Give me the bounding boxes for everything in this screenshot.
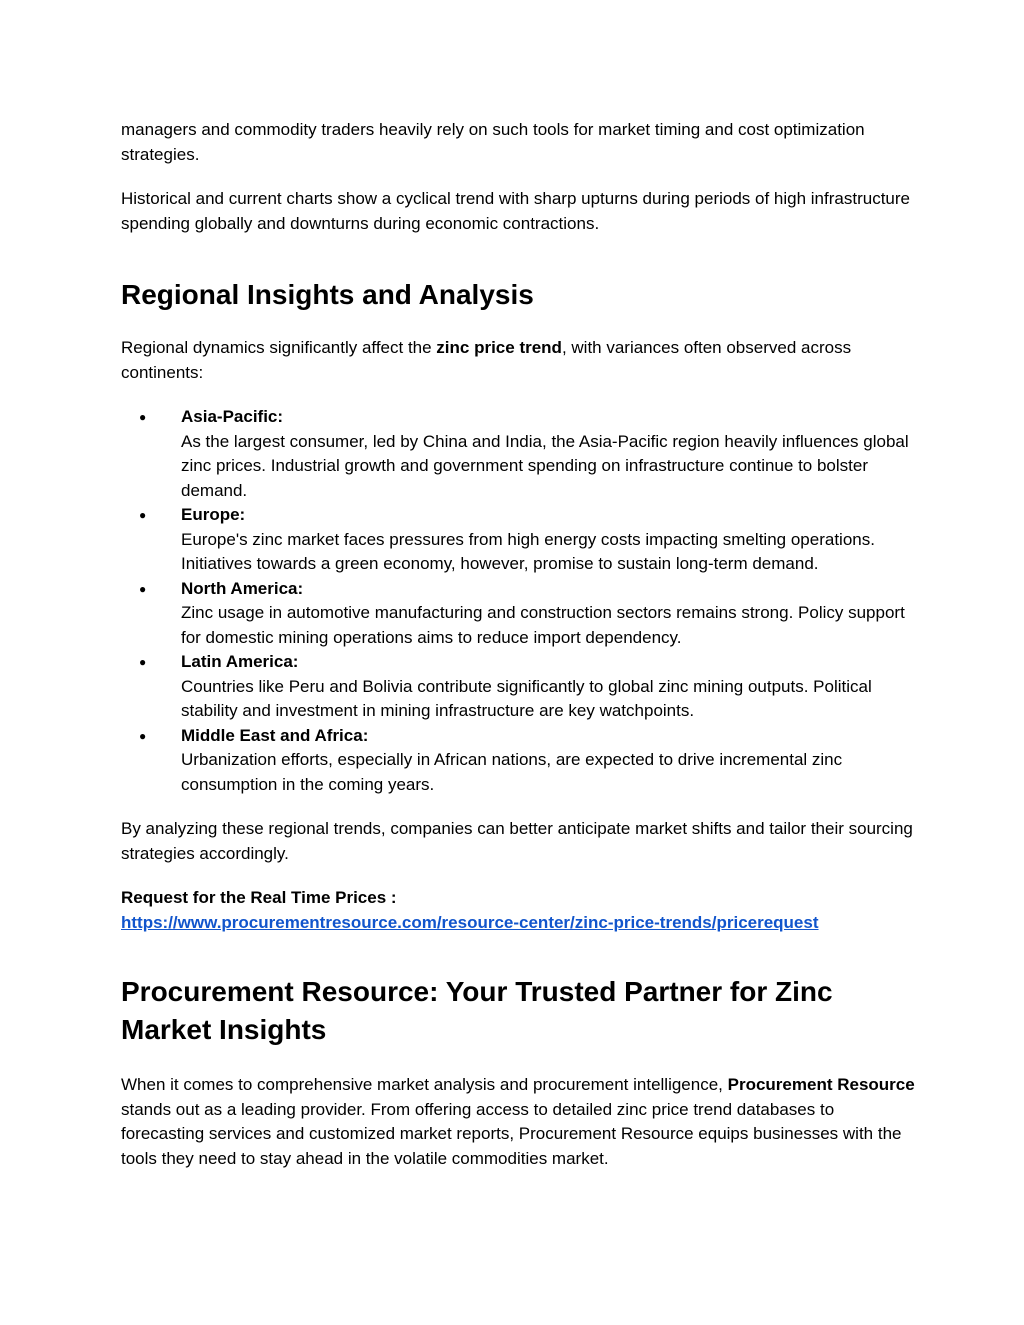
list-item-body: Urbanization efforts, especially in African nations, are expected to drive incremental zinc consumption in the coming years. xyxy=(181,750,843,794)
price-request-label: Request for the Real Time Prices : xyxy=(121,888,397,907)
bullet-icon: ● xyxy=(139,581,147,596)
list-item-body: Countries like Peru and Bolivia contribute significantly to global zinc mining outputs. Political stability and investment in mining infrastructure are key watchpoints. xyxy=(181,676,872,720)
list-item-north-america xyxy=(121,577,921,651)
procurement-text-before: When it comes to comprehensive market analysis and procurement intelligence, xyxy=(121,1075,728,1094)
list-item-middle-east-africa xyxy=(121,724,921,798)
regional-closing-paragraph: By analyzing these regional trends, companies can better anticipate market shifts and tailor their sourcing strategies accordingly. xyxy=(121,819,913,863)
bullet-icon: ● xyxy=(139,655,147,669)
regional-lead-text-after: , with variances often observed across continents: xyxy=(121,338,852,382)
bullet-icon: ● xyxy=(139,508,147,522)
regional-lead-keyword: zinc price trend xyxy=(436,338,562,357)
list-item-europe xyxy=(121,503,921,577)
list-item-body: Europe's zinc market faces pressures from high energy costs impacting smelting operations. Initiatives towards a green economy, however, promise to sustain long-term demand. xyxy=(181,529,875,573)
document-page xyxy=(121,118,921,1171)
list-item-title: Europe: xyxy=(181,505,246,524)
list-item-body: As the largest consumer, led by China and India, the Asia-Pacific region heavily influences global zinc prices. Industrial growth and government spending on infrastructure continue to bolster demand. xyxy=(181,431,909,500)
intro-paragraph-1: managers and commodity traders heavily rely on such tools for market timing and cost optimization strategies. xyxy=(121,120,865,164)
regional-heading: Regional Insights and Analysis xyxy=(121,279,534,310)
regional-lead-text-before: Regional dynamics significantly affect the xyxy=(121,338,437,357)
intro-paragraph-2: Historical and current charts show a cyclical trend with sharp upturns during periods of high infrastructure spending globally and downturns during economic contractions. xyxy=(121,189,910,233)
procurement-heading: Procurement Resource: Your Trusted Partner for Zinc Market Insights xyxy=(121,976,833,1045)
price-request-link[interactable]: https://www.procurementresource.com/resource-center/zinc-price-trends/pricerequest xyxy=(121,912,819,932)
list-item-latin-america xyxy=(121,650,921,724)
list-item-body: Zinc usage in automotive manufacturing and construction sectors remains strong. Policy support for domestic mining operations aims to reduce import dependency. xyxy=(181,603,905,647)
list-item-title: North America: xyxy=(181,578,304,598)
list-item-title: Asia-Pacific: xyxy=(181,407,284,426)
procurement-paragraph xyxy=(121,1073,921,1171)
list-item-asia-pacific xyxy=(121,405,921,503)
regional-lead-paragraph xyxy=(121,336,921,385)
procurement-text-after: stands out as a leading provider. From offering access to detailed zinc price trend databases to forecasting services and customized market reports, Procurement Resource equips businesses with the tools they need to stay ahead in the volatile commodities market. xyxy=(121,1099,902,1168)
price-request-block xyxy=(121,886,921,935)
list-item-title: Latin America: xyxy=(181,652,299,671)
bullet-icon: ● xyxy=(139,728,147,743)
regional-bullet-list xyxy=(121,405,921,797)
bullet-icon: ● xyxy=(139,410,147,424)
list-item-title: Middle East and Africa: xyxy=(181,725,369,745)
procurement-brand-name: Procurement Resource xyxy=(727,1075,915,1094)
